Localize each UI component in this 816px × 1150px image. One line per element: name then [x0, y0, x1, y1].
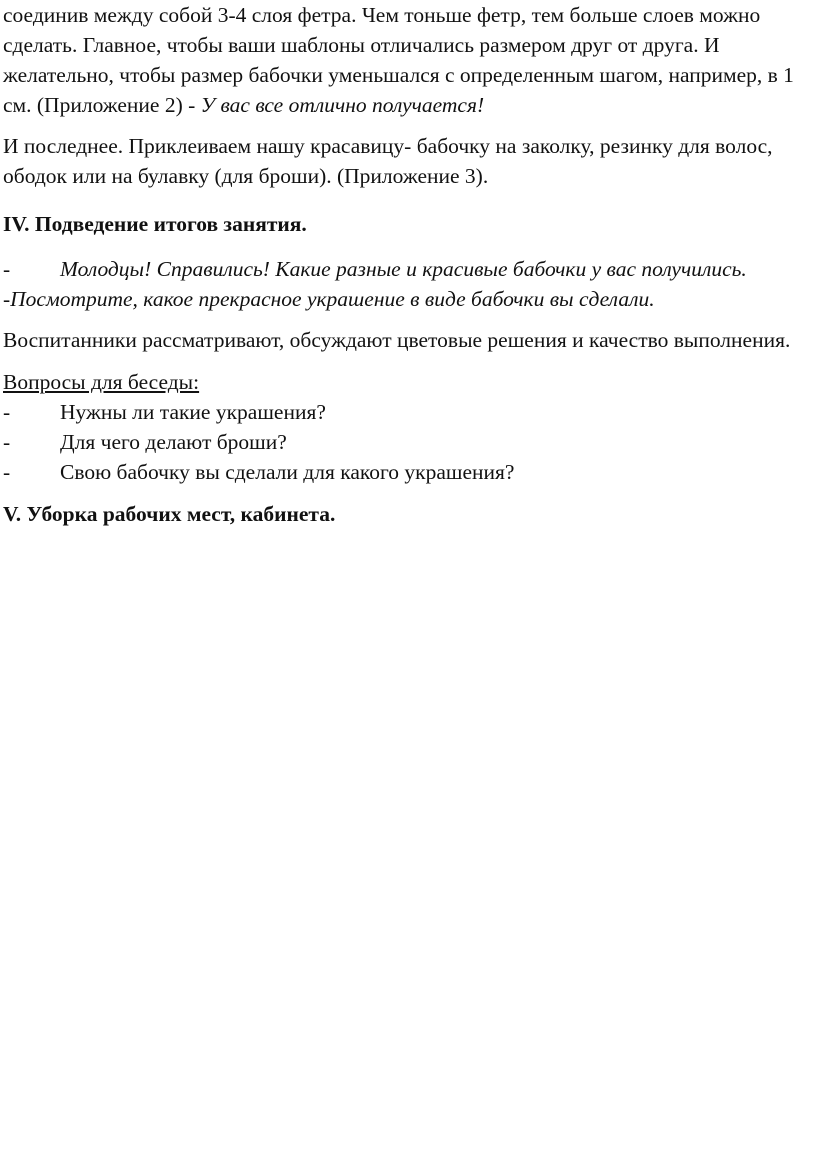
question-text: Для чего делают броши? — [60, 430, 287, 454]
question-item — [3, 457, 816, 487]
question-dash: - — [3, 400, 11, 424]
praise-text: Молодцы! Справились! Какие разные и красивые бабочки у вас получились. -Посмотрите, какое прекрасное украшение в виде бабочки вы сделали. — [3, 257, 747, 311]
paragraph-felt-layers-text: соединив между собой 3-4 слоя фетра. Чем тоньше фетр, тем больше слоев можно сделать. Главное, чтобы ваши шаблоны отличались размером друг от друга. И желательно, чтобы размер бабочки уменьшался с определенным шагом, например, в 1 см. (Приложение 2) - — [3, 3, 794, 117]
section-heading-cleanup: V. Уборка рабочих мест, кабинета. — [3, 502, 336, 526]
paragraph-felt-layers — [3, 0, 816, 120]
encouragement-phrase: У вас все отлично получается! — [200, 93, 485, 117]
praise-paragraph — [3, 254, 816, 314]
paragraph-gluing: И последнее. Приклеиваем нашу красавицу- бабочку на заколку, резинку для волос, ободок или на булавку (для броши). (Приложение 3). — [3, 134, 773, 188]
question-item — [3, 427, 816, 457]
question-text: Свою бабочку вы сделали для какого украшения? — [60, 460, 515, 484]
praise-dash: - — [3, 257, 11, 281]
question-dash: - — [3, 430, 11, 454]
question-text: Нужны ли такие украшения? — [60, 400, 326, 424]
questions-block — [3, 367, 816, 487]
question-dash: - — [3, 460, 11, 484]
section-heading-summary: IV. Подведение итогов занятия. — [3, 212, 307, 236]
questions-title: Вопросы для беседы: — [3, 370, 200, 394]
paragraph-discussion: Воспитанники рассматривают, обсуждают цветовые решения и качество выполнения. — [3, 328, 791, 352]
question-item — [3, 397, 816, 427]
